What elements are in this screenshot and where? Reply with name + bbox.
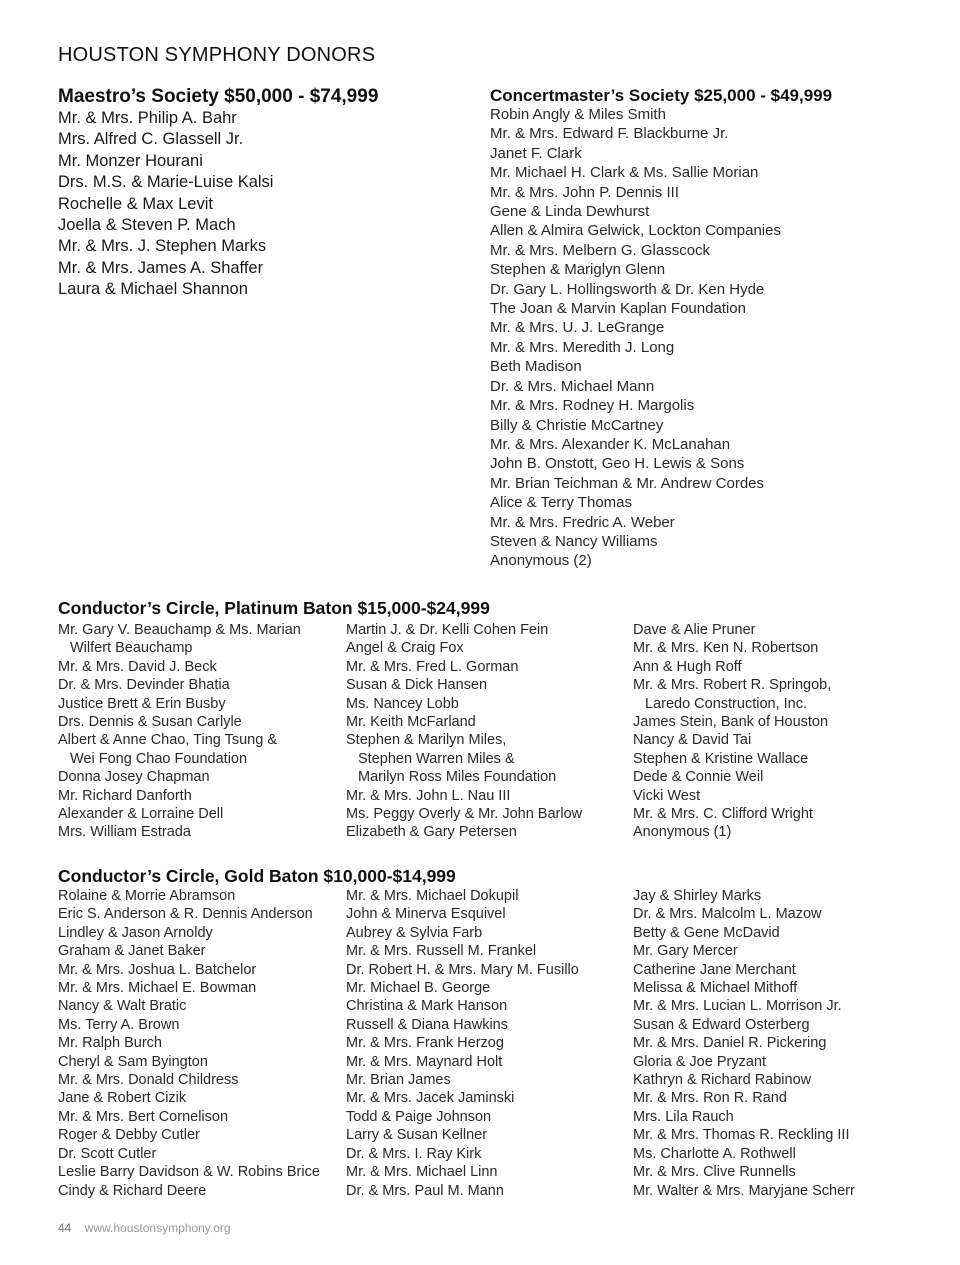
page-number: 44 <box>58 1221 72 1235</box>
donor-name: Dave & Alie Pruner <box>633 622 756 638</box>
donor-name: Catherine Jane Merchant <box>633 961 796 978</box>
donor-name: Ann & Hugh Roff <box>633 658 742 675</box>
gold-baton-heading: Conductor’s Circle, Gold Baton $10,000-$14,999 <box>58 866 456 886</box>
donor-name: Mr. & Mrs. Donald Childress <box>58 1072 239 1089</box>
donor-name: Mr. & Mrs. Fred L. Gorman <box>346 658 519 675</box>
donor-name: Mrs. Alfred C. Glassell Jr. <box>58 130 244 149</box>
donor-name: Mr. Keith McFarland <box>346 714 476 731</box>
donor-name: Mr. & Mrs. John L. Nau III <box>346 787 511 804</box>
donor-name: John & Minerva Esquivel <box>346 906 506 923</box>
donor-name: Mr. Monzer Hourani <box>58 151 203 170</box>
donor-name: Beth Madison <box>490 358 582 376</box>
donor-name: Cindy & Richard Deere <box>58 1182 207 1199</box>
donor-name: Mrs. William Estrada <box>58 824 191 841</box>
donor-name: Wilfert Beauchamp <box>70 640 193 657</box>
donor-name: Lindley & Jason Arnoldy <box>58 924 213 941</box>
donor-name: Gloria & Joe Pryzant <box>633 1053 766 1070</box>
donor-name: Mr. & Mrs. Bert Cornelison <box>58 1108 229 1125</box>
donor-name: Rolaine & Morrie Abramson <box>58 888 236 904</box>
donor-name: Martin J. & Dr. Kelli Cohen Fein <box>346 622 549 638</box>
donor-name: James Stein, Bank of Houston <box>633 714 829 731</box>
donor-name: Mr. & Mrs. Ken N. Robertson <box>633 640 819 657</box>
donor-name: Mr. & Mrs. Russell M. Frankel <box>346 943 537 960</box>
donor-name: Leslie Barry Davidson & W. Robins Brice <box>58 1164 320 1181</box>
donor-name: Mr. & Mrs. Robert R. Springob, <box>633 677 832 694</box>
donor-name: Mr. Brian James <box>346 1072 451 1089</box>
donor-name: Mr. & Mrs. Fredric A. Weber <box>490 513 675 531</box>
donor-name: Mr. & Mrs. James A. Shaffer <box>58 258 264 277</box>
donor-name: Kathryn & Richard Rabinow <box>633 1072 812 1089</box>
donor-name: Dr. & Mrs. Malcolm L. Mazow <box>633 906 822 923</box>
donor-name: Mr. & Mrs. Melbern G. Glasscock <box>490 241 711 259</box>
donor-name: Mr. & Mrs. Michael E. Bowman <box>58 980 257 997</box>
donor-name: Nancy & David Tai <box>633 732 752 749</box>
platinum-column-3 <box>633 621 831 842</box>
donor-name: Allen & Almira Gelwick, Lockton Companies <box>490 222 781 240</box>
donor-name: Mr. & Mrs. C. Clifford Wright <box>633 806 813 823</box>
gold-column-2 <box>346 887 579 1200</box>
platinum-column-1 <box>58 621 301 842</box>
donor-name: John B. Onstott, Geo H. Lewis & Sons <box>490 455 745 473</box>
donor-name: Mr. & Mrs. David J. Beck <box>58 658 217 675</box>
donor-name: Dr. & Mrs. Michael Mann <box>490 377 655 395</box>
donor-name: Mr. & Mrs. Thomas R. Reckling III <box>633 1127 850 1144</box>
donor-name: Eric S. Anderson & R. Dennis Anderson <box>58 906 313 923</box>
donor-name: Betty & Gene McDavid <box>633 924 780 941</box>
donor-name: Larry & Susan Kellner <box>346 1127 488 1144</box>
donor-name: Mr. Walter & Mrs. Maryjane Scherr <box>633 1182 855 1199</box>
donor-name: Albert & Anne Chao, Ting Tsung & <box>58 732 277 749</box>
donor-name: Cheryl & Sam Byington <box>58 1053 208 1070</box>
donor-name: Mr. & Mrs. Frank Herzog <box>346 1035 504 1052</box>
donor-name: Roger & Debby Cutler <box>58 1127 200 1144</box>
page-title: HOUSTON SYMPHONY DONORS <box>58 44 376 66</box>
donor-name: Mr. & Mrs. U. J. LeGrange <box>490 319 665 337</box>
donor-name: Mr. & Mrs. Joshua L. Batchelor <box>58 961 257 978</box>
donor-name: Dr. & Mrs. I. Ray Kirk <box>346 1145 482 1162</box>
donor-name: Dr. Robert H. & Mrs. Mary M. Fusillo <box>346 961 579 978</box>
page-footer <box>58 1221 231 1235</box>
donor-name: Janet F. Clark <box>490 144 582 162</box>
donor-name: Mr. Michael B. George <box>346 980 491 997</box>
concertmaster-society-heading: Concertmaster’s Society $25,000 - $49,999 <box>490 86 833 105</box>
donor-name: Steven & Nancy Williams <box>490 532 658 550</box>
donor-name: Christina & Mark Hanson <box>346 998 508 1015</box>
donor-name: Angel & Craig Fox <box>346 640 464 657</box>
platinum-baton-heading: Conductor’s Circle, Platinum Baton $15,000-$24,999 <box>58 598 490 618</box>
donor-name: Mr. & Mrs. Philip A. Bahr <box>58 109 237 127</box>
donor-name: Donna Josey Chapman <box>58 769 210 786</box>
donor-name: Marilyn Ross Miles Foundation <box>358 769 557 786</box>
donor-name: Wei Fong Chao Foundation <box>70 750 248 767</box>
donor-name: Jane & Robert Cizik <box>58 1090 187 1107</box>
donor-name: Mr. Ralph Burch <box>58 1035 162 1052</box>
donor-name: Gene & Linda Dewhurst <box>490 203 650 221</box>
maestro-society-heading: Maestro’s Society $50,000 - $74,999 <box>58 86 379 107</box>
donor-name: Mr. & Mrs. Clive Runnells <box>633 1164 796 1181</box>
donor-name: Dr. & Mrs. Paul M. Mann <box>346 1182 504 1199</box>
donor-name: Ms. Charlotte A. Rothwell <box>633 1145 796 1162</box>
donor-name: Mr. & Mrs. Alexander K. McLanahan <box>490 435 731 453</box>
donor-name: Russell & Diana Hawkins <box>346 1016 508 1033</box>
donor-name: Ms. Nancey Lobb <box>346 695 459 712</box>
donor-name: Mr. & Mrs. John P. Dennis III <box>490 183 679 201</box>
donor-name: Drs. M.S. & Marie-Luise Kalsi <box>58 173 274 192</box>
donor-name: Mr. & Mrs. Ron R. Rand <box>633 1090 787 1107</box>
donor-name: Ms. Peggy Overly & Mr. John Barlow <box>346 806 583 823</box>
donor-name: Mr. & Mrs. Daniel R. Pickering <box>633 1035 827 1052</box>
platinum-column-2 <box>346 621 582 842</box>
donor-name: Stephen & Mariglyn Glenn <box>490 261 666 279</box>
donor-name: Aubrey & Sylvia Farb <box>346 924 483 941</box>
donor-name: Susan & Edward Osterberg <box>633 1016 810 1033</box>
donor-name: Rochelle & Max Levit <box>58 194 213 213</box>
donor-name: Dr. Scott Cutler <box>58 1145 157 1162</box>
donor-name: Dr. Gary L. Hollingsworth & Dr. Ken Hyde <box>490 280 765 298</box>
donor-name: Anonymous (2) <box>490 552 592 570</box>
donor-name: Mr. & Mrs. Meredith J. Long <box>490 338 675 356</box>
donor-name: Mr. & Mrs. Michael Dokupil <box>346 888 519 904</box>
donor-name: Mr. & Mrs. Rodney H. Margolis <box>490 397 695 415</box>
website-link[interactable]: www.houstonsymphony.org <box>84 1221 231 1235</box>
donor-name: Mr. Brian Teichman & Mr. Andrew Cordes <box>490 474 764 492</box>
gold-column-3 <box>633 887 855 1200</box>
donor-name: Dede & Connie Weil <box>633 769 764 786</box>
donor-name: Stephen & Marilyn Miles, <box>346 732 507 749</box>
donor-name: Mr. & Mrs. Maynard Holt <box>346 1053 503 1070</box>
concertmaster-society-list <box>490 105 781 571</box>
donor-name: Mr. & Mrs. Lucian L. Morrison Jr. <box>633 998 842 1015</box>
donor-name: Mr. Gary Mercer <box>633 943 738 960</box>
donor-name: Stephen Warren Miles & <box>358 750 515 767</box>
donor-name: Stephen & Kristine Wallace <box>633 750 809 767</box>
donor-name: Mr. Richard Danforth <box>58 787 192 804</box>
donor-name: Laredo Construction, Inc. <box>645 695 808 712</box>
donor-name: Mrs. Lila Rauch <box>633 1108 734 1125</box>
donor-name: Mr. & Mrs. J. Stephen Marks <box>58 237 267 256</box>
donor-name: Todd & Paige Johnson <box>346 1108 492 1125</box>
donor-name: Vicki West <box>633 787 701 804</box>
donor-name: Billy & Christie McCartney <box>490 416 664 434</box>
donor-name: Ms. Terry A. Brown <box>58 1016 180 1033</box>
donor-name: Justice Brett & Erin Busby <box>58 695 226 712</box>
donor-name: Mr. Michael H. Clark & Ms. Sallie Morian <box>490 164 759 182</box>
donor-name: Graham & Janet Baker <box>58 943 206 960</box>
donor-name: Joella & Steven P. Mach <box>58 216 236 235</box>
donor-name: Dr. & Mrs. Devinder Bhatia <box>58 677 230 694</box>
donor-name: Anonymous (1) <box>633 824 732 841</box>
gold-column-1 <box>58 887 320 1200</box>
donor-name: Robin Angly & Miles Smith <box>490 106 666 123</box>
donor-name: Susan & Dick Hansen <box>346 677 488 694</box>
donor-name: Elizabeth & Gary Petersen <box>346 824 517 841</box>
donor-name: Alice & Terry Thomas <box>490 494 632 512</box>
donor-name: Jay & Shirley Marks <box>633 888 762 904</box>
donor-name: The Joan & Marvin Kaplan Foundation <box>490 300 746 318</box>
donor-name: Mr. & Mrs. Michael Linn <box>346 1164 498 1181</box>
maestro-society-list <box>58 108 273 301</box>
donor-name: Drs. Dennis & Susan Carlyle <box>58 714 242 731</box>
donor-name: Nancy & Walt Bratic <box>58 998 187 1015</box>
donor-name: Mr. & Mrs. Edward F. Blackburne Jr. <box>490 125 729 143</box>
donor-name: Mr. Gary V. Beauchamp & Ms. Marian <box>58 622 301 638</box>
donor-name: Alexander & Lorraine Dell <box>58 806 224 823</box>
donor-name: Laura & Michael Shannon <box>58 280 248 299</box>
donor-name: Melissa & Michael Mithoff <box>633 980 798 997</box>
donor-name: Mr. & Mrs. Jacek Jaminski <box>346 1090 515 1107</box>
